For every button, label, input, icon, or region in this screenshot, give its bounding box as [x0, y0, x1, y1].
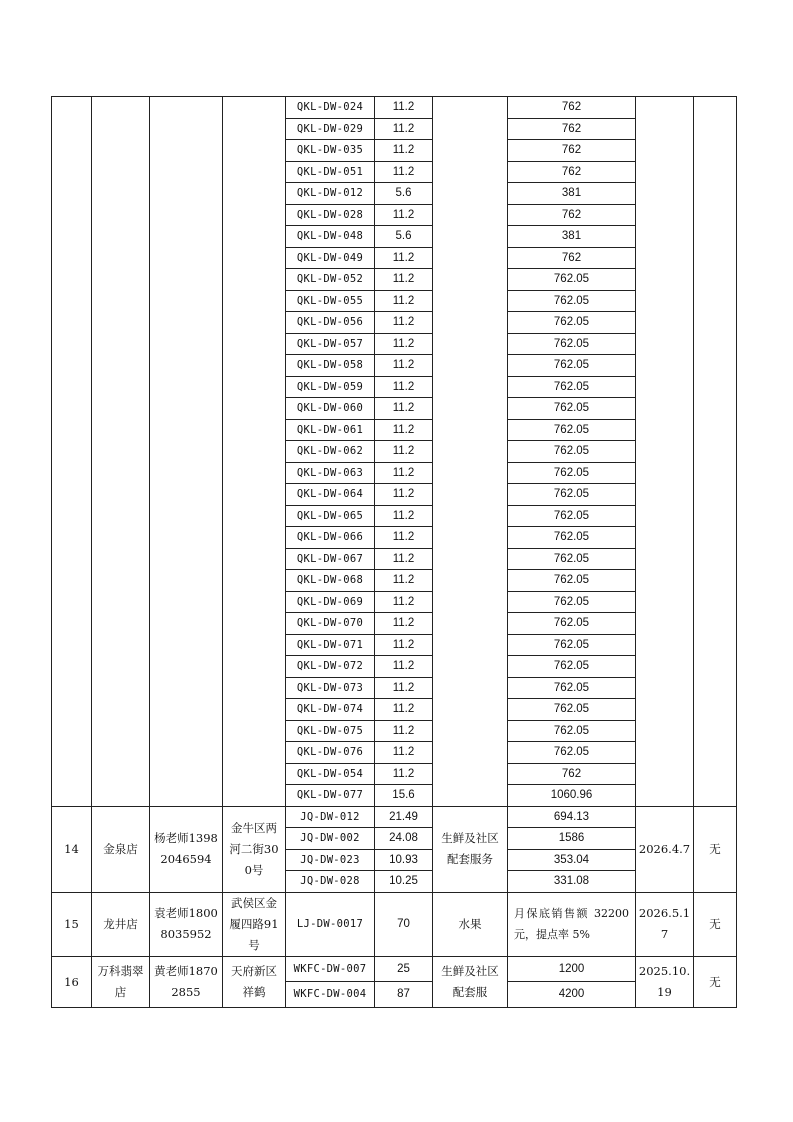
rent-cell: 762.05	[508, 462, 636, 484]
area-cell: 11.2	[375, 97, 433, 119]
area-cell: 10.93	[375, 849, 433, 871]
rent-cell: 762.05	[508, 398, 636, 420]
rent-cell: 331.08	[508, 871, 636, 893]
contact-cell: 杨老师13982046594	[150, 806, 223, 892]
rent-cell: 762.05	[508, 376, 636, 398]
unit-code-cell: QKL-DW-069	[286, 591, 375, 613]
unit-code-cell: QKL-DW-060	[286, 398, 375, 420]
table-body	[52, 97, 737, 1008]
rent-cell: 762.05	[508, 720, 636, 742]
business-cell	[433, 97, 508, 807]
rent-cell: 1060.96	[508, 785, 636, 807]
unit-code-cell: QKL-DW-067	[286, 548, 375, 570]
area-cell: 24.08	[375, 828, 433, 850]
unit-code-cell: QKL-DW-062	[286, 441, 375, 463]
unit-code-cell: QKL-DW-074	[286, 699, 375, 721]
table-row	[52, 892, 737, 956]
rent-cell: 762.05	[508, 548, 636, 570]
store-name-cell: 金泉店	[92, 806, 150, 892]
rent-cell: 762	[508, 204, 636, 226]
store-no-cell: 16	[52, 956, 92, 1007]
area-cell: 11.2	[375, 570, 433, 592]
table-row	[52, 97, 737, 119]
rent-cell: 762.05	[508, 419, 636, 441]
area-cell: 11.2	[375, 677, 433, 699]
table-row	[52, 806, 737, 828]
store-no-cell: 14	[52, 806, 92, 892]
unit-code-cell: QKL-DW-073	[286, 677, 375, 699]
unit-code-cell: QKL-DW-057	[286, 333, 375, 355]
area-cell: 11.2	[375, 312, 433, 334]
store-no-cell: 15	[52, 892, 92, 956]
unit-code-cell: JQ-DW-023	[286, 849, 375, 871]
rent-cell: 762	[508, 763, 636, 785]
rent-cell: 762.05	[508, 570, 636, 592]
unit-code-cell: JQ-DW-012	[286, 806, 375, 828]
area-cell: 11.2	[375, 441, 433, 463]
remark-cell: 无	[694, 806, 737, 892]
unit-code-cell: QKL-DW-054	[286, 763, 375, 785]
unit-code-cell: QKL-DW-061	[286, 419, 375, 441]
address-cell	[223, 97, 286, 807]
unit-code-cell: QKL-DW-075	[286, 720, 375, 742]
area-cell: 11.2	[375, 720, 433, 742]
contact-cell	[150, 97, 223, 807]
remark-cell: 无	[694, 956, 737, 1007]
area-cell: 11.2	[375, 333, 433, 355]
unit-code-cell: QKL-DW-071	[286, 634, 375, 656]
rent-cell: 762	[508, 118, 636, 140]
rent-cell: 762	[508, 161, 636, 183]
rent-cell: 353.04	[508, 849, 636, 871]
unit-code-cell: QKL-DW-028	[286, 204, 375, 226]
expiry-date-cell: 2026.5.17	[636, 892, 694, 956]
business-cell: 生鲜及社区配套服务	[433, 806, 508, 892]
rent-cell: 762.05	[508, 355, 636, 377]
rent-cell: 762.05	[508, 505, 636, 527]
rent-cell: 762	[508, 140, 636, 162]
rent-cell: 762	[508, 97, 636, 119]
unit-code-cell: QKL-DW-024	[286, 97, 375, 119]
unit-code-cell: QKL-DW-063	[286, 462, 375, 484]
area-cell: 11.2	[375, 269, 433, 291]
unit-code-cell: QKL-DW-076	[286, 742, 375, 764]
contact-cell: 黄老师18702855	[150, 956, 223, 1007]
rent-cell: 694.13	[508, 806, 636, 828]
store-no-cell	[52, 97, 92, 807]
rent-cell: 762.05	[508, 742, 636, 764]
area-cell: 11.2	[375, 419, 433, 441]
unit-code-cell: QKL-DW-055	[286, 290, 375, 312]
area-cell: 70	[375, 892, 433, 956]
area-cell: 5.6	[375, 183, 433, 205]
area-cell: 11.2	[375, 376, 433, 398]
store-lease-table	[51, 96, 737, 1008]
unit-code-cell: QKL-DW-012	[286, 183, 375, 205]
area-cell: 11.2	[375, 505, 433, 527]
unit-code-cell: WKFC-DW-007	[286, 956, 375, 982]
area-cell: 11.2	[375, 613, 433, 635]
area-cell: 25	[375, 956, 433, 982]
expiry-date-cell	[636, 97, 694, 807]
area-cell: 11.2	[375, 290, 433, 312]
rent-cell: 762.05	[508, 634, 636, 656]
unit-code-cell: QKL-DW-070	[286, 613, 375, 635]
area-cell: 11.2	[375, 204, 433, 226]
unit-code-cell: QKL-DW-058	[286, 355, 375, 377]
rent-cell: 762.05	[508, 441, 636, 463]
unit-code-cell: QKL-DW-052	[286, 269, 375, 291]
unit-code-cell: QKL-DW-035	[286, 140, 375, 162]
unit-code-cell: QKL-DW-064	[286, 484, 375, 506]
rent-cell: 762.05	[508, 677, 636, 699]
rent-cell: 381	[508, 183, 636, 205]
rent-cell: 762.05	[508, 290, 636, 312]
rent-cell: 762.05	[508, 269, 636, 291]
area-cell: 11.2	[375, 398, 433, 420]
contact-cell: 袁老师18008035952	[150, 892, 223, 956]
rent-cell: 762.05	[508, 613, 636, 635]
unit-code-cell: QKL-DW-066	[286, 527, 375, 549]
store-name-cell	[92, 97, 150, 807]
remark-cell: 无	[694, 892, 737, 956]
area-cell: 5.6	[375, 226, 433, 248]
unit-code-cell: QKL-DW-068	[286, 570, 375, 592]
unit-code-cell: QKL-DW-065	[286, 505, 375, 527]
area-cell: 11.2	[375, 742, 433, 764]
store-name-cell: 万科翡翠店	[92, 956, 150, 1007]
area-cell: 11.2	[375, 118, 433, 140]
rent-cell: 1586	[508, 828, 636, 850]
rent-cell: 762.05	[508, 656, 636, 678]
area-cell: 11.2	[375, 591, 433, 613]
area-cell: 21.49	[375, 806, 433, 828]
address-cell: 天府新区祥鹤	[223, 956, 286, 1007]
unit-code-cell: QKL-DW-048	[286, 226, 375, 248]
rent-cell: 762.05	[508, 591, 636, 613]
rent-cell: 762.05	[508, 699, 636, 721]
area-cell: 11.2	[375, 140, 433, 162]
area-cell: 87	[375, 982, 433, 1008]
business-cell: 水果	[433, 892, 508, 956]
rent-cell: 762.05	[508, 333, 636, 355]
unit-code-cell: LJ-DW-0017	[286, 892, 375, 956]
remark-cell	[694, 97, 737, 807]
area-cell: 11.2	[375, 247, 433, 269]
rent-cell: 月保底销售额 32200 元，提点率 5%	[508, 892, 636, 956]
area-cell: 11.2	[375, 161, 433, 183]
unit-code-cell: QKL-DW-077	[286, 785, 375, 807]
unit-code-cell: JQ-DW-028	[286, 871, 375, 893]
unit-code-cell: QKL-DW-051	[286, 161, 375, 183]
area-cell: 15.6	[375, 785, 433, 807]
unit-code-cell: JQ-DW-002	[286, 828, 375, 850]
area-cell: 11.2	[375, 634, 433, 656]
rent-cell: 1200	[508, 956, 636, 982]
table-row	[52, 956, 737, 982]
area-cell: 11.2	[375, 355, 433, 377]
area-cell: 11.2	[375, 527, 433, 549]
expiry-date-cell: 2026.4.7	[636, 806, 694, 892]
unit-code-cell: QKL-DW-029	[286, 118, 375, 140]
unit-code-cell: QKL-DW-049	[286, 247, 375, 269]
area-cell: 11.2	[375, 462, 433, 484]
unit-code-cell: QKL-DW-072	[286, 656, 375, 678]
unit-code-cell: QKL-DW-059	[286, 376, 375, 398]
rent-cell: 4200	[508, 982, 636, 1008]
rent-cell: 762.05	[508, 312, 636, 334]
rent-cell: 762.05	[508, 484, 636, 506]
area-cell: 11.2	[375, 763, 433, 785]
rent-cell: 381	[508, 226, 636, 248]
rent-cell: 762.05	[508, 527, 636, 549]
unit-code-cell: WKFC-DW-004	[286, 982, 375, 1008]
address-cell: 金牛区两河二街300号	[223, 806, 286, 892]
area-cell: 11.2	[375, 656, 433, 678]
area-cell: 11.2	[375, 548, 433, 570]
area-cell: 10.25	[375, 871, 433, 893]
expiry-date-cell: 2025.10.19	[636, 956, 694, 1007]
address-cell: 武侯区金履四路91号	[223, 892, 286, 956]
store-name-cell: 龙井店	[92, 892, 150, 956]
unit-code-cell: QKL-DW-056	[286, 312, 375, 334]
area-cell: 11.2	[375, 484, 433, 506]
rent-cell: 762	[508, 247, 636, 269]
business-cell: 生鲜及社区配套服	[433, 956, 508, 1007]
area-cell: 11.2	[375, 699, 433, 721]
